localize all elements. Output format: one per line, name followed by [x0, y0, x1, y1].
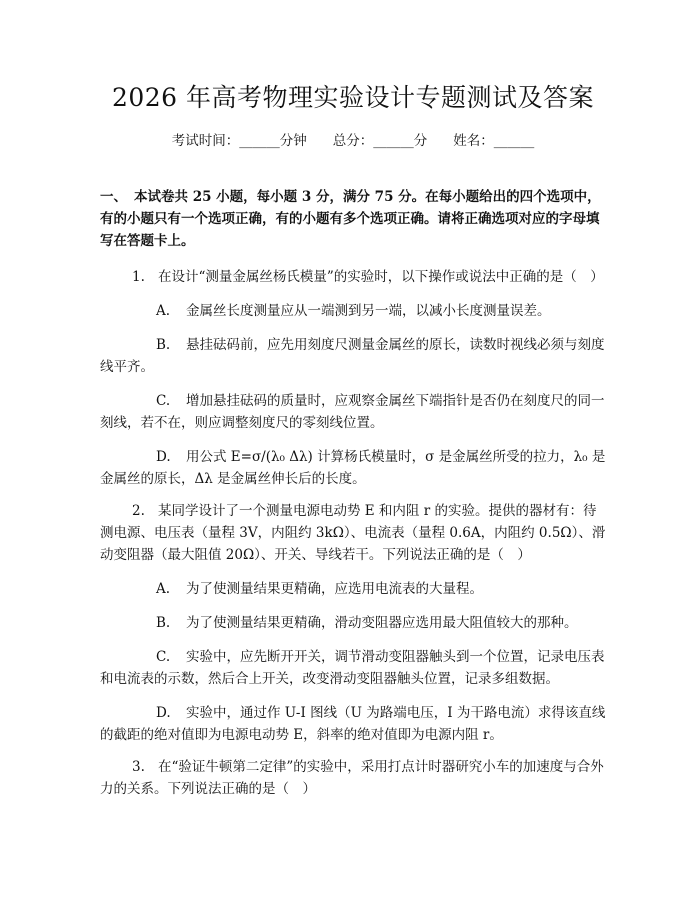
option-label: C. [156, 649, 171, 665]
question-2-option-d [100, 702, 606, 746]
question-stem: 在“验证牛顿第二定律”的实验中，采用打点计时器研究小车的加速度与合外力的关系。下列说法正确的是（ ） [100, 759, 604, 797]
option-label: B. [156, 337, 171, 353]
option-label: D. [156, 705, 171, 721]
question-number: 1. [132, 269, 145, 285]
section-number: 一、 [100, 189, 127, 205]
option-text: 实验中，通过作 U-I 图线（U 为路端电压，I 为干路电流）求得该直线的截距的绝对值即为电源电动势 E，斜率的绝对值即为电源内阻 r。 [100, 705, 606, 743]
question-1-option-a [100, 300, 606, 322]
question-1-option-d [100, 446, 606, 490]
option-text: 用公式 E=σ/(λ₀ Δλ) 计算杨氏模量时，σ 是金属丝所受的拉力，λ₀ 是金属丝的原长，Δλ 是金属丝伸长后的长度。 [100, 449, 606, 487]
option-label: D. [156, 449, 171, 465]
question-number: 3. [132, 759, 145, 775]
option-text: 悬挂砝码前，应先用刻度尺测量金属丝的原长，读数时视线必须与刻度线平齐。 [100, 337, 605, 375]
question-number: 2. [132, 503, 145, 519]
question-3 [100, 756, 606, 800]
page-title: 2026 年高考物理实验设计专题测试及答案 [111, 83, 595, 112]
exam-time-field: 考试时间：______分钟 [171, 133, 307, 149]
question-1-option-c [100, 390, 606, 434]
question-stem: 在设计“测量金属丝杨氏模量”的实验时，以下操作或说法中正确的是（ ） [158, 269, 604, 285]
total-score-field: 总分：______分 [332, 133, 428, 149]
exam-meta [100, 130, 606, 152]
option-label: A. [156, 581, 171, 597]
question-1 [100, 266, 606, 288]
option-text: 为了使测量结果更精确，滑动变阻器应选用最大阻值较大的那种。 [186, 615, 578, 631]
option-text: 实验中，应先断开开关，调节滑动变阻器触头到一个位置，记录电压表和电流表的示数，然后合上开关，改变滑动变阻器触头位置，记录多组数据。 [100, 649, 605, 687]
question-stem: 某同学设计了一个测量电源电动势 E 和内阻 r 的实验。提供的器材有：待测电源、电压表（量程 3V，内阻约 3kΩ）、电流表（量程 0.6A，内阻约 0.5Ω）、滑动变阻器（最大阻值 20Ω）、开关、导线若干。下列说法正确的是（ ） [100, 503, 606, 563]
option-text: 金属丝长度测量应从一端测到另一端，以减小长度测量误差。 [186, 303, 551, 319]
section-instructions [100, 186, 606, 252]
student-name-field: 姓名：______ [453, 133, 535, 149]
option-label: B. [156, 615, 171, 631]
option-label: C. [156, 393, 171, 409]
section-text: 本试卷共 25 小题，每小题 3 分，满分 75 分。在每小题给出的四个选项中，有的小题只有一个选项正确，有的小题有多个选项正确。请将正确选项对应的字母填写在答题卡上。 [100, 189, 601, 249]
option-text: 增加悬挂砝码的质量时，应观察金属丝下端指针是否仍在刻度尺的同一刻线，若不在，则应调整刻度尺的零刻线位置。 [100, 393, 605, 431]
option-label: A. [156, 303, 171, 319]
question-2 [100, 500, 606, 566]
question-2-option-a [100, 578, 606, 600]
question-2-option-b [100, 612, 606, 634]
question-2-option-c [100, 646, 606, 690]
question-1-option-b [100, 334, 606, 378]
option-text: 为了使测量结果更精确，应选用电流表的大量程。 [186, 581, 483, 597]
